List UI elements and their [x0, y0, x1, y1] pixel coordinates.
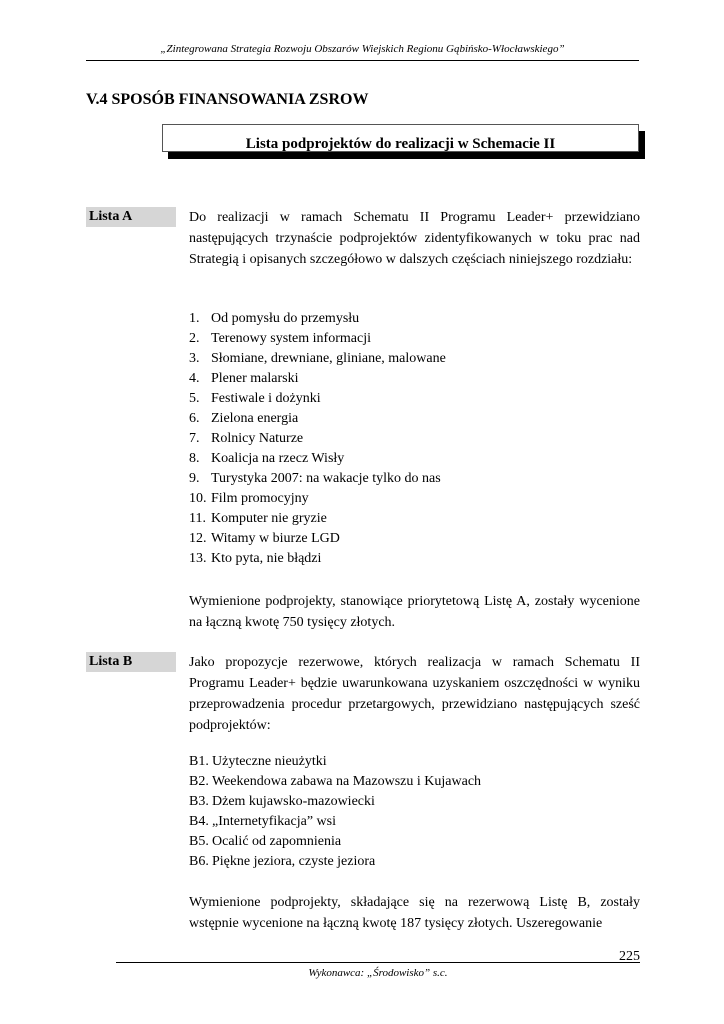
list-item	[189, 389, 640, 409]
list-item-text: Kto pyta, nie błądzi	[211, 551, 322, 566]
list-item	[189, 309, 640, 329]
footer-rule	[116, 962, 640, 963]
list-item-text: Terenowy system informacji	[211, 331, 371, 346]
list-item-text: Od pomysłu do przemysłu	[211, 311, 360, 326]
list-item-text: Rolnicy Naturze	[211, 431, 304, 446]
list-item	[189, 329, 640, 349]
list-item-text: Weekendowa zabawa na Mazowszu i Kujawach	[212, 774, 482, 789]
list-item-number: 6.	[189, 411, 200, 426]
list-item	[189, 792, 640, 812]
list-item-number: 4.	[189, 371, 200, 386]
list-b-items	[189, 752, 640, 872]
list-item-number: B4.	[189, 814, 209, 829]
list-a-summary: Wymienione podprojekty, stanowiące priorytetową Listę A, zostały wycenione na łączną kwotę 750 tysięcy złotych.	[189, 594, 640, 630]
list-item-text: Koalicja na rzecz Wisły	[211, 451, 345, 466]
list-a-label: Lista A	[86, 207, 176, 227]
list-item-text: Komputer nie gryzie	[211, 511, 327, 526]
list-item-number: B2.	[189, 774, 209, 789]
list-item	[189, 469, 640, 489]
list-item	[189, 449, 640, 469]
list-item	[189, 349, 640, 369]
list-b-intro: Jako propozycje rezerwowe, których realizacja w ramach Schematu II Programu Leader+ będzie uwarunkowana uzyskaniem oszczędności w wyniku przeprowadzenia procedur przetargowych, przewidziano następujących sześć podprojektów:	[189, 655, 640, 733]
list-b-summary: Wymienione podprojekty, składające się na rezerwową Listę B, zostały wstępnie wycenione na łączną kwotę 187 tysięcy złotych. Uszeregowanie	[189, 895, 640, 931]
banner-box	[162, 124, 639, 152]
list-item-text: Słomiane, drewniane, gliniane, malowane	[211, 351, 446, 366]
list-item	[189, 852, 640, 872]
list-item-number: 3.	[189, 351, 200, 366]
list-item	[189, 752, 640, 772]
list-item-text: Film promocyjny	[211, 491, 309, 506]
list-item-text: Festiwale i dożynki	[211, 391, 321, 406]
list-item	[189, 832, 640, 852]
page-number: 225	[619, 949, 640, 964]
running-header: „Zintegrowana Strategia Rozwoju Obszarów Wiejskich Regionu Gąbińsko-Włocławskiego”	[160, 43, 565, 55]
list-item-text: Piękne jeziora, czyste jeziora	[212, 854, 376, 869]
list-item	[189, 489, 640, 509]
list-item-text: Turystyka 2007: na wakacje tylko do nas	[211, 471, 441, 486]
list-item-number: 13.	[189, 551, 207, 566]
banner-title: Lista podprojektów do realizacji w Schemacie II	[245, 136, 556, 152]
section-heading: V.4 SPOSÓB FINANSOWANIA ZSROW	[86, 91, 369, 108]
list-item-text: Użyteczne nieużytki	[212, 754, 327, 769]
list-a-items	[189, 309, 640, 569]
list-item	[189, 369, 640, 389]
list-item-number: B6.	[189, 854, 209, 869]
list-a-intro: Do realizacji w ramach Schematu II Programu Leader+ przewidziano następujących trzynaście podprojektów zidentyfikowanych w toku prac nad Strategią i opisanych szczegółowo w dalszych częściach niniejszego rozdziału:	[189, 210, 640, 267]
list-item-number: B3.	[189, 794, 209, 809]
list-b-label: Lista B	[86, 652, 176, 672]
list-item	[189, 529, 640, 549]
list-item-text: Zielona energia	[211, 411, 299, 426]
header-rule	[86, 60, 639, 61]
list-item-number: 7.	[189, 431, 200, 446]
list-item	[189, 772, 640, 792]
list-item-number: 11.	[189, 511, 206, 526]
list-item-number: 8.	[189, 451, 200, 466]
list-item	[189, 509, 640, 529]
list-item	[189, 549, 640, 569]
list-item-number: 12.	[189, 531, 207, 546]
list-item-text: Witamy w biurze LGD	[211, 531, 340, 546]
list-item-number: 9.	[189, 471, 200, 486]
list-item-text: Dżem kujawsko-mazowiecki	[212, 794, 375, 809]
list-item-number: 2.	[189, 331, 200, 346]
list-item-number: 1.	[189, 311, 200, 326]
list-item-text: Plener malarski	[211, 371, 299, 386]
list-item	[189, 409, 640, 429]
list-item-text: „Internetyfikacja” wsi	[212, 814, 336, 829]
list-item-number: B5.	[189, 834, 209, 849]
list-item-number: 10.	[189, 491, 207, 506]
list-item	[189, 812, 640, 832]
footer-credit: Wykonawca: „Środowisko” s.c.	[308, 967, 448, 979]
list-item-text: Ocalić od zapomnienia	[212, 834, 342, 849]
list-item-number: B1.	[189, 754, 209, 769]
list-item	[189, 429, 640, 449]
list-item-number: 5.	[189, 391, 200, 406]
